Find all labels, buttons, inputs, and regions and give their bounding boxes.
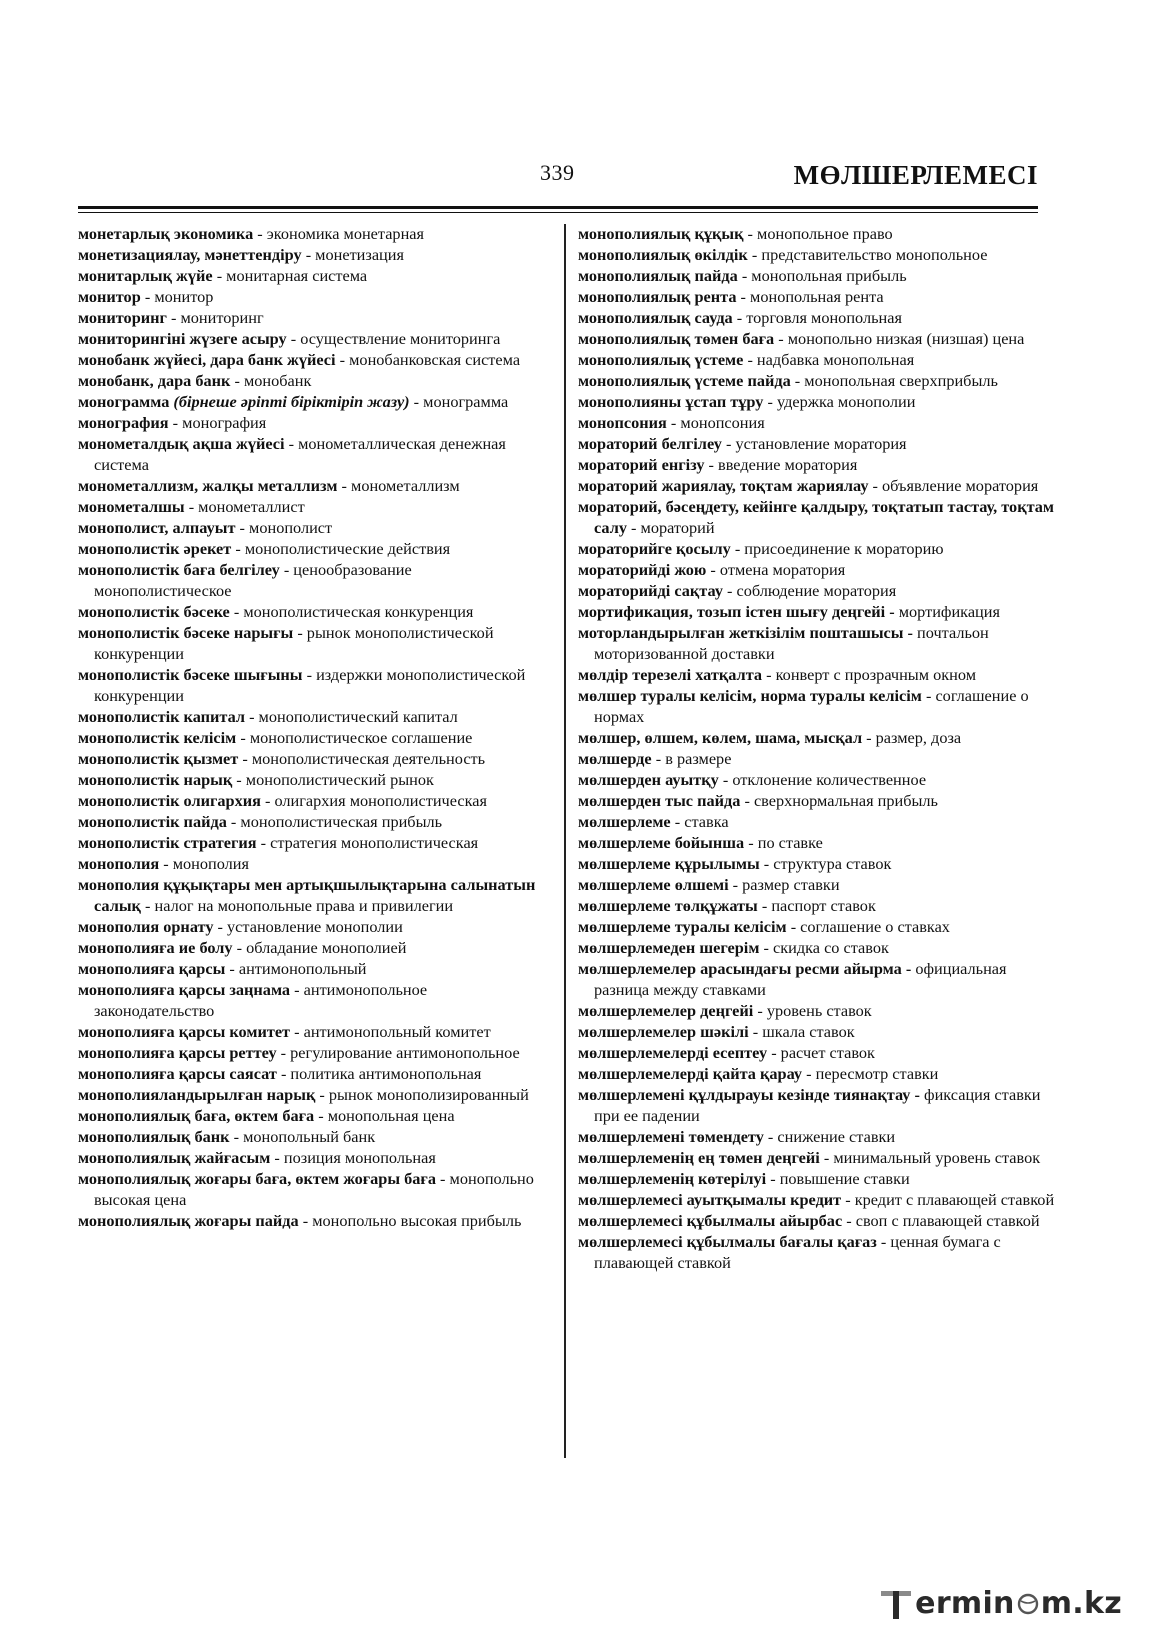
dictionary-entry [578, 538, 1058, 559]
dictionary-entry [578, 1000, 1058, 1021]
dictionary-entry [578, 1189, 1058, 1210]
entry-term: монополистік пайда [78, 812, 227, 831]
entry-translation: - монитор [140, 287, 214, 306]
entry-term: монополиялық жоғары пайда [78, 1211, 299, 1230]
entry-term: монополистік келісім [78, 728, 237, 747]
entry-translation: - регулирование антимонопольное [276, 1043, 520, 1062]
entry-translation: - монопольное право [743, 224, 893, 243]
right-column [578, 223, 1058, 1273]
entry-translation: - монетизация [301, 245, 404, 264]
entry-term: мораторий белгілеу [578, 434, 722, 453]
entry-translation: - монополистический рынок [232, 770, 434, 789]
entry-term: монополистік стратегия [78, 833, 257, 852]
entry-term: монополияға қарсы [78, 959, 226, 978]
entry-translation: - сверхнормальная прибыль [740, 791, 938, 810]
dictionary-entry [78, 1147, 548, 1168]
entry-term: монополиялық өкілдік [578, 245, 748, 264]
entry-term: монополистік бәсеке [78, 602, 230, 621]
entry-term: мораторий жариялау, тоқтам жариялау [578, 476, 869, 495]
entry-translation: - размер ставки [728, 875, 840, 894]
entry-term: монетарлық экономика [78, 224, 254, 243]
entry-term: мөлдір терезелі хатқалта [578, 665, 763, 684]
dictionary-entry [578, 1210, 1058, 1231]
entry-translation: - соглашение о ставках [786, 917, 950, 936]
dictionary-entry [78, 265, 548, 286]
entry-term: мораторийге қосылу [578, 539, 731, 558]
dictionary-entry [78, 370, 548, 391]
dictionary-entry [78, 1021, 548, 1042]
dictionary-entry [578, 664, 1058, 685]
entry-translation: - обладание монополией [232, 938, 407, 957]
entry-translation: - повышение ставки [766, 1169, 910, 1188]
dictionary-entry [578, 748, 1058, 769]
entry-term: монополияға қарсы реттеу [78, 1043, 277, 1062]
entry-note: (бірнеше әріпті біріктіріп жазу) [169, 392, 410, 411]
entry-translation: - своп с плавающей ставкой [842, 1211, 1040, 1230]
entry-term: монетизациялау, мәнеттендіру [78, 245, 302, 264]
dictionary-entry [578, 580, 1058, 601]
entry-term: монополия құқықтары мен артықшылықтарына салынатын салық [78, 875, 536, 915]
entry-translation: - рынок монополизированный [315, 1085, 529, 1104]
entry-term: мөлшерлемелер шәкілі [578, 1022, 749, 1041]
entry-translation: - политика антимонопольная [276, 1064, 482, 1083]
entry-translation: мортификация [894, 602, 1000, 621]
dictionary-entry [78, 517, 548, 538]
entry-translation: - монометаллическая денежная система [94, 434, 506, 474]
entry-translation: - по ставке [744, 833, 823, 852]
entry-term: мөлшерлемесі ауытқымалы кредит [578, 1190, 842, 1209]
entry-translation: - соглашение о нормах [594, 686, 1029, 726]
entry-term: мөлшерлемені төмендету [578, 1127, 764, 1146]
entry-translation: - монополия [159, 854, 249, 873]
entry-term: мөлшерлеме [578, 812, 671, 831]
dictionary-entry [578, 1042, 1058, 1063]
entry-translation: - монополистическая прибыль [226, 812, 443, 831]
entry-translation: официальная разница между ставками [594, 959, 1007, 999]
entry-term: монополиялық сауда [578, 308, 733, 327]
dictionary-entry [578, 1063, 1058, 1084]
entry-term: моторландырылған жеткізілім пошташысы - [578, 623, 913, 642]
dictionary-entry [578, 370, 1058, 391]
entry-term: мөлшерлемелерді қайта қарау [578, 1064, 803, 1083]
dictionary-entry [78, 664, 548, 706]
entry-translation: - ценообразование монополистическое [94, 560, 412, 600]
dictionary-entry [78, 769, 548, 790]
dictionary-entry [578, 1021, 1058, 1042]
entry-term: монополиялық төмен баға [578, 329, 775, 348]
entry-translation: - объявление моратория [868, 476, 1039, 495]
entry-term: монитарлық жүйе [78, 266, 213, 285]
entry-term: монометаллизм, жалқы металлизм [78, 476, 338, 495]
entry-translation: - монопольный банк [229, 1127, 376, 1146]
entry-translation: - введение моратория [704, 455, 858, 474]
dictionary-entry [78, 1210, 548, 1231]
entry-translation: - налог на монопольные права и привилегии [140, 896, 454, 915]
entry-term: монопсония [578, 413, 667, 432]
entry-translation: - отмена моратория [706, 560, 846, 579]
entry-term: монополист, алпауыт [78, 518, 236, 537]
dictionary-entry [578, 874, 1058, 895]
dictionary-entry [78, 748, 548, 769]
entry-translation: - конверт с прозрачным окном [762, 665, 977, 684]
entry-translation: - торговля монопольная [732, 308, 902, 327]
entry-translation: - расчет ставок [767, 1043, 875, 1062]
dictionary-entry [578, 832, 1058, 853]
entry-term: мөлшерлемелерді есептеу [578, 1043, 768, 1062]
page-number: 339 [540, 160, 575, 185]
entry-translation: - структура ставок [759, 854, 892, 873]
dictionary-entry [578, 412, 1058, 433]
entry-term: мораторий енгізу [578, 455, 705, 474]
entry-translation: - монополистическая конкуренция [229, 602, 474, 621]
dictionary-entry [578, 685, 1058, 727]
entry-translation: - установление монополии [213, 917, 403, 936]
dictionary-entry [78, 1105, 548, 1126]
entry-translation: - в размере [651, 749, 732, 768]
dictionary-entry [78, 307, 548, 328]
entry-term: монополияға қарсы комитет [78, 1022, 291, 1041]
entry-translation: - осуществление мониторинга [286, 329, 501, 348]
entry-term: монометалшы [78, 497, 185, 516]
entry-term: монополияға ие болу [78, 938, 233, 957]
entry-translation: - монопольная прибыль [737, 266, 907, 285]
entry-term: мөлшерлеме төлқұжаты [578, 896, 758, 915]
entry-translation: - монометаллизм [337, 476, 460, 495]
entry-translation: - монография [168, 413, 267, 432]
entry-term: мөлшерлемелер арасындағы ресми айырма - [578, 959, 912, 978]
entry-translation: - представительство монопольное [747, 245, 988, 264]
entry-translation: - монобанк [230, 371, 312, 390]
left-column [78, 223, 548, 1231]
entry-term: монобанк жүйесі, дара банк жүйесі [78, 350, 336, 369]
dictionary-entry [578, 244, 1058, 265]
entry-term: монополияға қарсы саясат [78, 1064, 277, 1083]
entry-term: мониторинг [78, 308, 167, 327]
dictionary-entry [78, 538, 548, 559]
dictionary-entry [578, 286, 1058, 307]
dictionary-entry [578, 265, 1058, 286]
entry-term: мораторий, бәсеңдету, кейінге қалдыру, тоқтатып тастау, тоқтам салу [578, 497, 1054, 537]
dictionary-entry [78, 706, 548, 727]
entry-translation: - отклонение количественное [718, 770, 927, 789]
entry-term: монополиялық пайда [578, 266, 738, 285]
entry-translation: - шкала ставок [748, 1022, 855, 1041]
dictionary-entry [578, 307, 1058, 328]
entry-term: монополияны ұстап тұру [578, 392, 764, 411]
entry-term: мөлшерлеме бойынша [578, 833, 745, 852]
entry-translation: - антимонопольное законодательство [94, 980, 428, 1020]
dictionary-entry [78, 811, 548, 832]
entry-term: мөлшерден ауытқу [578, 770, 719, 789]
entry-term: мөлшерлеме құрылымы [578, 854, 760, 873]
entry-translation: - монопольно низкая (низшая) цена [774, 329, 1025, 348]
entry-translation: - антимонопольный [225, 959, 367, 978]
entry-translation: - монополистическая деятельность [238, 749, 486, 768]
dictionary-entry [78, 790, 548, 811]
entry-term: мөлшерден тыс пайда [578, 791, 741, 810]
watermark-text-end: m.kz [1040, 1586, 1122, 1621]
entry-term: монополиялық банк [78, 1127, 230, 1146]
entry-term: мөлшерде [578, 749, 652, 768]
entry-translation: - размер, доза [862, 728, 962, 747]
dictionary-entry [78, 1042, 548, 1063]
entry-term: монополиялық баға, өктем баға [78, 1106, 315, 1125]
entry-term: мөлшерлемелер деңгейі [578, 1001, 754, 1020]
entry-term: монополистік нарық [78, 770, 233, 789]
termincom-logo-icon [879, 1587, 913, 1621]
dictionary-entry [78, 958, 548, 979]
dictionary-entry [78, 286, 548, 307]
dictionary-entry [78, 622, 548, 664]
entry-translation: - уровень ставок [753, 1001, 872, 1020]
entry-translation: - надбавка монопольная [743, 350, 915, 369]
entry-term: мөлшерлеменің көтерілуі [578, 1169, 767, 1188]
entry-term: монополистік баға белгілеу [78, 560, 280, 579]
entry-translation: - монопольно высокая цена [94, 1169, 534, 1209]
entry-term: монополиялық жайғасым [78, 1148, 271, 1167]
entry-translation: - антимонопольный комитет [290, 1022, 491, 1041]
entry-term: монополистік бәсеке шығыны [78, 665, 303, 684]
entry-term: монополиялық үстеме пайда [578, 371, 791, 390]
dictionary-entry [578, 328, 1058, 349]
dictionary-entry [578, 727, 1058, 748]
dictionary-entry [78, 1084, 548, 1105]
dictionary-entry [78, 223, 548, 244]
entry-translation: - мониторинг [166, 308, 264, 327]
dictionary-entry [578, 958, 1058, 1000]
dictionary-entry [578, 622, 1058, 664]
entry-term: мөлшерлеме туралы келісім [578, 917, 787, 936]
entry-term: монополистік капитал [78, 707, 245, 726]
entry-term: монополиялық жоғары баға, өктем жоғары баға [78, 1169, 436, 1188]
entry-translation: - монополистический капитал [245, 707, 458, 726]
dictionary-entry [578, 559, 1058, 580]
entry-term: монополистік қызмет [78, 749, 239, 768]
entry-term: мортификация, тозып істен шығу деңгейі - [578, 602, 895, 621]
entry-term: монополистік бәсеке нарығы [78, 623, 294, 642]
dictionary-entry [578, 223, 1058, 244]
entry-term: мөлшерлемесі құбылмалы айырбас [578, 1211, 843, 1230]
dictionary-entry [78, 1168, 548, 1210]
entry-translation: - мораторий [626, 518, 715, 537]
entry-term: монополистік олигархия [78, 791, 261, 810]
entry-translation: - удержка монополии [763, 392, 916, 411]
dictionary-entry [578, 916, 1058, 937]
dictionary-entry [578, 790, 1058, 811]
entry-translation: - монополистические действия [231, 539, 451, 558]
entry-translation: - скидка со ставок [759, 938, 889, 957]
entry-translation: - соблюдение моратория [722, 581, 897, 600]
entry-translation: - экономика монетарная [253, 224, 425, 243]
entry-translation: - кредит с плавающей ставкой [841, 1190, 1055, 1209]
dictionary-entry [78, 832, 548, 853]
entry-translation: - рынок монополистической конкуренции [94, 623, 494, 663]
dictionary-entry [578, 1147, 1058, 1168]
entry-translation: - присоединение к мораторию [730, 539, 944, 558]
dictionary-entry [578, 895, 1058, 916]
dictionary-entry [578, 349, 1058, 370]
entry-term: мөлшерлемесі құбылмалы бағалы қағаз [578, 1232, 877, 1251]
entry-translation: - монопольная цена [314, 1106, 455, 1125]
dictionary-entry [78, 1063, 548, 1084]
entry-translation: - издержки монополистической конкуренции [94, 665, 526, 705]
dictionary-entry [78, 979, 548, 1021]
entry-term: монополиялық үстеме [578, 350, 744, 369]
entry-translation: - пересмотр ставки [802, 1064, 939, 1083]
entry-term: монополиялық құқық [578, 224, 744, 243]
entry-translation: - установление моратория [721, 434, 907, 453]
dictionary-entry [578, 391, 1058, 412]
dictionary-entry [78, 916, 548, 937]
entry-translation: - стратегия монополистическая [256, 833, 479, 852]
entry-term: монография [78, 413, 169, 432]
entry-translation: - минимальный уровень ставок [819, 1148, 1041, 1167]
entry-term: мөлшерлеменің ең төмен деңгейі [578, 1148, 820, 1167]
running-head: МӨЛШЕРЛЕМЕСІ [793, 160, 1038, 190]
entry-term: мөлшерлеме өлшемі [578, 875, 729, 894]
header-rule-thin [78, 212, 1038, 213]
dictionary-entry [78, 937, 548, 958]
entry-translation: - монопольная рента [736, 287, 884, 306]
watermark-text-start: ermin [915, 1586, 1015, 1621]
entry-translation: - монобанковская система [335, 350, 521, 369]
dictionary-entry [578, 1084, 1058, 1126]
dictionary-entry [78, 559, 548, 601]
globe-icon [1016, 1592, 1040, 1616]
entry-translation: почтальон моторизованной доставки [594, 623, 989, 663]
entry-term: монополистік әрекет [78, 539, 232, 558]
entry-term: монитор [78, 287, 141, 306]
dictionary-entry [578, 1168, 1058, 1189]
dictionary-entry [578, 853, 1058, 874]
dictionary-entry [78, 412, 548, 433]
entry-translation: - олигархия монополистическая [260, 791, 487, 810]
entry-translation: - монопольная сверхприбыль [790, 371, 998, 390]
watermark [879, 1586, 1122, 1621]
entry-term: монополиялық рента [578, 287, 737, 306]
entry-translation: - ценная бумага с плавающей ставкой [594, 1232, 1001, 1272]
entry-term: мөлшер туралы келісім, норма туралы келісім [578, 686, 922, 705]
entry-term: монополияға қарсы заңнама [78, 980, 291, 999]
dictionary-entry [78, 475, 548, 496]
dictionary-entry [78, 328, 548, 349]
dictionary-entry [578, 454, 1058, 475]
entry-translation: - монопсония [666, 413, 765, 432]
entry-translation: - монитарная система [212, 266, 368, 285]
entry-term: монополия орнату [78, 917, 214, 936]
dictionary-entry [78, 601, 548, 622]
dictionary-entry [578, 496, 1058, 538]
entry-translation: - монограмма [409, 392, 509, 411]
entry-translation: - снижение ставки [763, 1127, 896, 1146]
entry-translation: - монополист [235, 518, 333, 537]
entry-translation: - монополистическое соглашение [236, 728, 473, 747]
entry-term: мөлшерлемені құлдырауы кезінде тиянақтау - [578, 1085, 920, 1104]
header-rule-thick [78, 206, 1038, 209]
dictionary-entry [78, 496, 548, 517]
entry-translation: - позиция монопольная [270, 1148, 436, 1167]
entry-term: мораторийді сақтау [578, 581, 723, 600]
entry-translation: - монопольно высокая прибыль [298, 1211, 522, 1230]
dictionary-entry [78, 874, 548, 916]
dictionary-entry [578, 1231, 1058, 1273]
entry-translation: фиксация ставки при ее падении [594, 1085, 1041, 1125]
dictionary-entry [78, 433, 548, 475]
dictionary-entry [578, 1126, 1058, 1147]
entry-term: монограмма [78, 392, 170, 411]
entry-term: мораторийді жою [578, 560, 707, 579]
dictionary-entry [78, 349, 548, 370]
dictionary-entry [578, 475, 1058, 496]
entry-translation: - монометаллист [184, 497, 305, 516]
entry-term: монометалдық ақша жүйесі [78, 434, 285, 453]
dictionary-entry [578, 937, 1058, 958]
entry-term: монобанк, дара банк [78, 371, 231, 390]
dictionary-entry [578, 601, 1058, 622]
entry-term: мөлшер, өлшем, көлем, шама, мысқал [578, 728, 863, 747]
dictionary-entry [78, 853, 548, 874]
dictionary-entry [578, 811, 1058, 832]
dictionary-entry [78, 1126, 548, 1147]
dictionary-entry [78, 727, 548, 748]
dictionary-entry [78, 244, 548, 265]
entry-term: мөлшерлемеден шегерім [578, 938, 760, 957]
entry-translation: - ставка [670, 812, 729, 831]
dictionary-entry [78, 391, 548, 412]
dictionary-entry [578, 433, 1058, 454]
entry-term: мониторингіні жүзеге асыру [78, 329, 287, 348]
dictionary-entry [578, 769, 1058, 790]
entry-term: монополия [78, 854, 160, 873]
column-divider [564, 224, 566, 1458]
entry-term: монополияландырылған нарық [78, 1085, 316, 1104]
entry-translation: - паспорт ставок [757, 896, 876, 915]
